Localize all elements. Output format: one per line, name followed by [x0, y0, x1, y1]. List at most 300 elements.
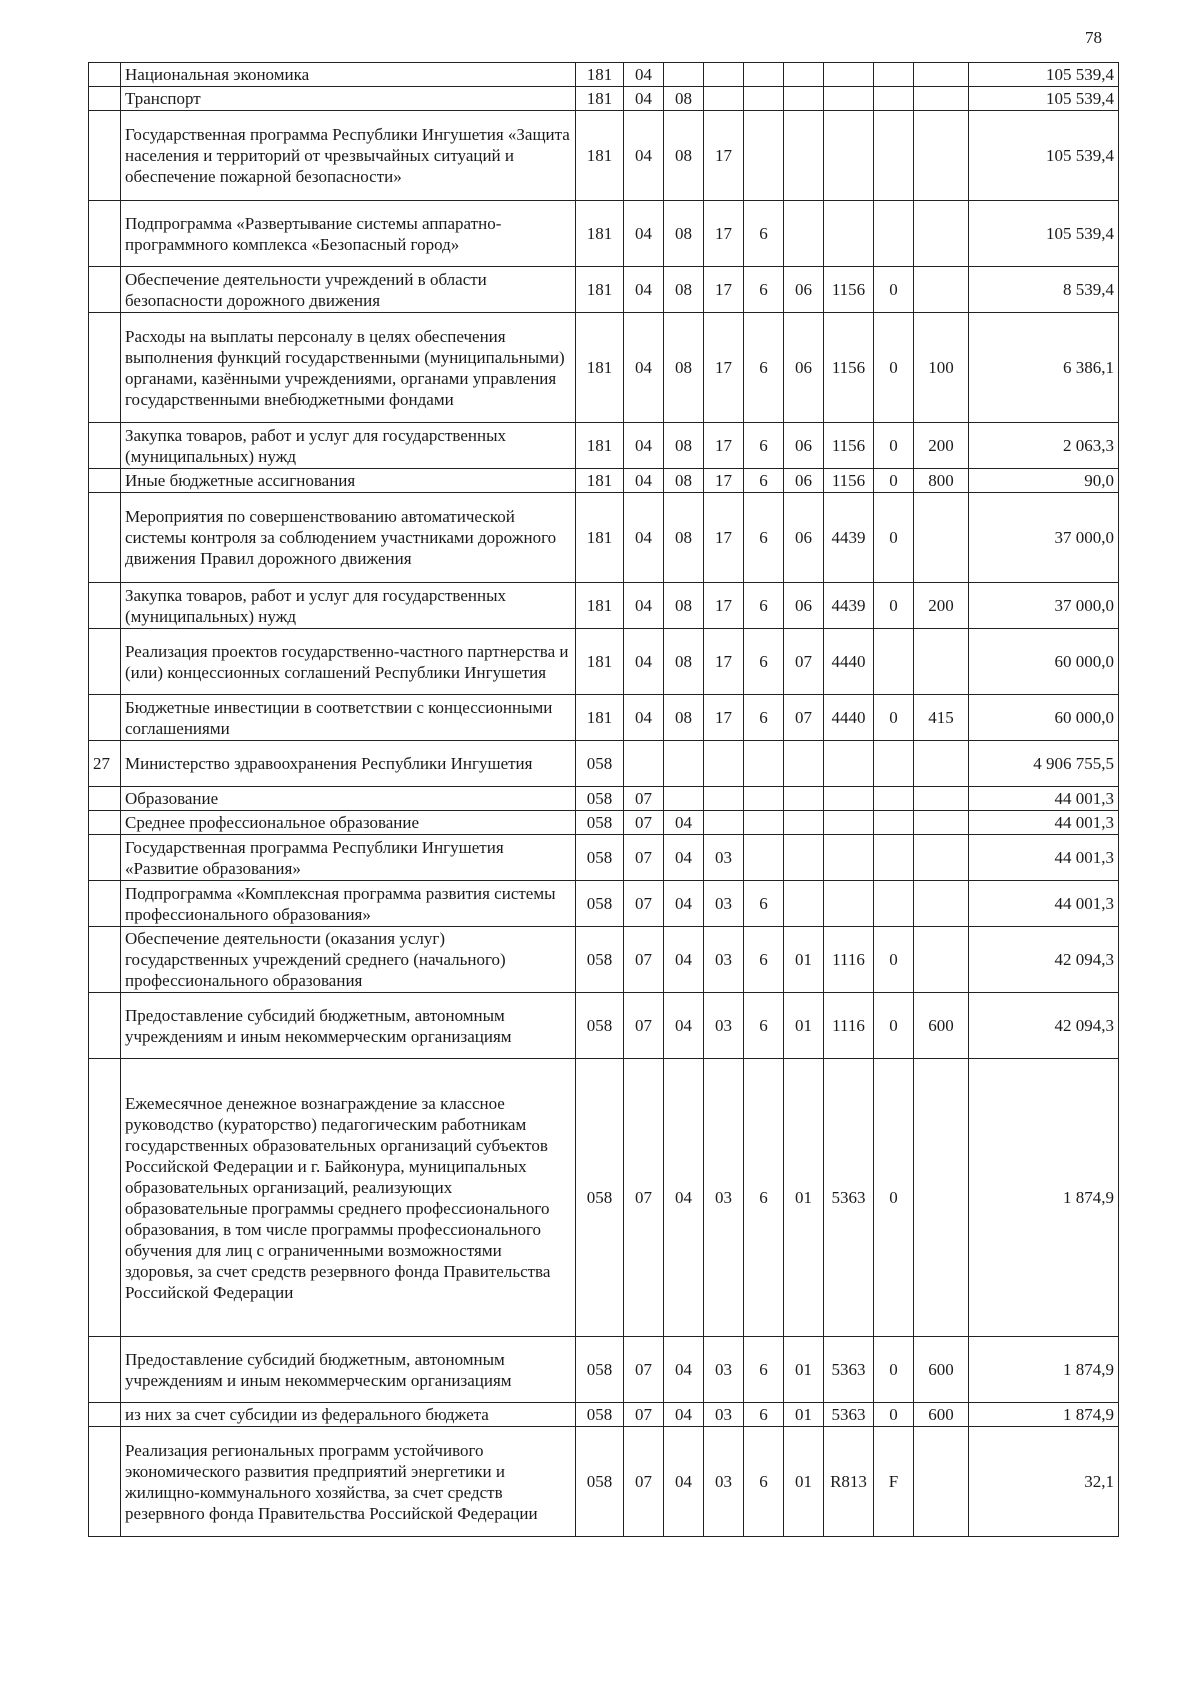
- code-subprogram-cell: 6: [744, 1337, 784, 1403]
- code-subprogram-cell: [744, 87, 784, 111]
- code-direction-cell: [824, 63, 874, 87]
- item-name-cell: Реализация региональных программ устойчивого экономического развития предприятий энергетики и жилищно-коммунального хозяйства, за счет средств резервного фонда Правительства Российской Федерации: [121, 1427, 576, 1537]
- code-section-cell: 07: [624, 835, 664, 881]
- table-row: [89, 927, 1119, 993]
- item-name-cell: Иные бюджетные ассигнования: [121, 469, 576, 493]
- amount-cell: 32,1: [969, 1427, 1119, 1537]
- code-ministry-cell: 058: [576, 1059, 624, 1337]
- code-suffix-cell: 0: [874, 1059, 914, 1337]
- code-subprogram-cell: [744, 741, 784, 787]
- code-subsection-cell: 08: [664, 111, 704, 201]
- code-event-cell: [784, 787, 824, 811]
- code-section-cell: 07: [624, 993, 664, 1059]
- table-row: [89, 493, 1119, 583]
- code-subprogram-cell: 6: [744, 629, 784, 695]
- item-name-cell: Обеспечение деятельности (оказания услуг) государственных учреждений среднего (начального) профессионального образования: [121, 927, 576, 993]
- code-subsection-cell: 04: [664, 927, 704, 993]
- row-number-cell: [89, 111, 121, 201]
- code-subprogram-cell: 6: [744, 313, 784, 423]
- code-expense-type-cell: 600: [914, 993, 969, 1059]
- code-ministry-cell: 181: [576, 629, 624, 695]
- row-number-cell: [89, 1337, 121, 1403]
- amount-cell: 37 000,0: [969, 493, 1119, 583]
- code-direction-cell: 1156: [824, 267, 874, 313]
- code-subsection-cell: 04: [664, 1427, 704, 1537]
- code-direction-cell: 4440: [824, 629, 874, 695]
- code-section-cell: 07: [624, 811, 664, 835]
- code-section-cell: 07: [624, 787, 664, 811]
- code-event-cell: [784, 201, 824, 267]
- code-program-cell: 17: [704, 111, 744, 201]
- code-section-cell: 04: [624, 201, 664, 267]
- code-program-cell: 17: [704, 201, 744, 267]
- code-direction-cell: 1116: [824, 993, 874, 1059]
- code-program-cell: [704, 811, 744, 835]
- code-suffix-cell: 0: [874, 313, 914, 423]
- row-number-cell: [89, 835, 121, 881]
- code-suffix-cell: 0: [874, 1337, 914, 1403]
- code-program-cell: 17: [704, 493, 744, 583]
- code-event-cell: 06: [784, 493, 824, 583]
- code-suffix-cell: 0: [874, 993, 914, 1059]
- table-row: [89, 469, 1119, 493]
- row-number-cell: [89, 493, 121, 583]
- code-subsection-cell: 04: [664, 881, 704, 927]
- table-row: [89, 63, 1119, 87]
- code-direction-cell: [824, 811, 874, 835]
- code-subsection-cell: 04: [664, 1337, 704, 1403]
- code-suffix-cell: [874, 63, 914, 87]
- code-program-cell: 17: [704, 469, 744, 493]
- code-subsection-cell: [664, 787, 704, 811]
- item-name-cell: Закупка товаров, работ и услуг для государственных (муниципальных) нужд: [121, 583, 576, 629]
- code-event-cell: [784, 835, 824, 881]
- item-name-cell: Реализация проектов государственно-частного партнерства и (или) концессионных соглашений Республики Ингушетия: [121, 629, 576, 695]
- code-subprogram-cell: 6: [744, 469, 784, 493]
- code-direction-cell: [824, 835, 874, 881]
- amount-cell: 44 001,3: [969, 811, 1119, 835]
- code-subprogram-cell: 6: [744, 1059, 784, 1337]
- code-subprogram-cell: 6: [744, 423, 784, 469]
- code-suffix-cell: 0: [874, 267, 914, 313]
- amount-cell: 2 063,3: [969, 423, 1119, 469]
- code-program-cell: 17: [704, 313, 744, 423]
- code-suffix-cell: 0: [874, 695, 914, 741]
- code-suffix-cell: [874, 201, 914, 267]
- row-number-cell: [89, 267, 121, 313]
- table-row: [89, 87, 1119, 111]
- code-subsection-cell: 04: [664, 835, 704, 881]
- code-direction-cell: 4439: [824, 583, 874, 629]
- amount-cell: 44 001,3: [969, 787, 1119, 811]
- item-name-cell: Государственная программа Республики Ингушетия «Защита населения и территорий от чрезвычайных ситуаций и обеспечение пожарной безопасности»: [121, 111, 576, 201]
- code-subsection-cell: 08: [664, 629, 704, 695]
- code-expense-type-cell: [914, 741, 969, 787]
- code-section-cell: 04: [624, 423, 664, 469]
- code-ministry-cell: 058: [576, 787, 624, 811]
- table-row: [89, 881, 1119, 927]
- code-program-cell: 03: [704, 835, 744, 881]
- code-section-cell: 07: [624, 927, 664, 993]
- code-suffix-cell: [874, 111, 914, 201]
- code-expense-type-cell: [914, 267, 969, 313]
- code-ministry-cell: 058: [576, 993, 624, 1059]
- code-direction-cell: [824, 111, 874, 201]
- table-row: [89, 1059, 1119, 1337]
- table-row: [89, 583, 1119, 629]
- table-row: [89, 423, 1119, 469]
- table-row: [89, 741, 1119, 787]
- code-ministry-cell: 181: [576, 201, 624, 267]
- code-ministry-cell: 181: [576, 313, 624, 423]
- code-section-cell: 07: [624, 1337, 664, 1403]
- table-row: [89, 267, 1119, 313]
- code-subprogram-cell: 6: [744, 583, 784, 629]
- table-row: [89, 1427, 1119, 1537]
- code-event-cell: 06: [784, 423, 824, 469]
- code-subsection-cell: [664, 63, 704, 87]
- code-ministry-cell: 058: [576, 927, 624, 993]
- code-suffix-cell: 0: [874, 927, 914, 993]
- code-expense-type-cell: [914, 1427, 969, 1537]
- code-section-cell: 04: [624, 629, 664, 695]
- code-ministry-cell: 181: [576, 111, 624, 201]
- code-section-cell: 07: [624, 881, 664, 927]
- code-event-cell: 06: [784, 583, 824, 629]
- item-name-cell: Подпрограмма «Комплексная программа развития системы профессионального образования»: [121, 881, 576, 927]
- code-subsection-cell: 08: [664, 201, 704, 267]
- page-number: 78: [1085, 28, 1102, 47]
- code-ministry-cell: 058: [576, 1403, 624, 1427]
- code-event-cell: 07: [784, 629, 824, 695]
- code-suffix-cell: 0: [874, 469, 914, 493]
- code-event-cell: 07: [784, 695, 824, 741]
- row-number-cell: [89, 881, 121, 927]
- code-subprogram-cell: 6: [744, 881, 784, 927]
- row-number-cell: 27: [89, 741, 121, 787]
- code-suffix-cell: [874, 811, 914, 835]
- code-section-cell: 04: [624, 493, 664, 583]
- code-subsection-cell: 04: [664, 1403, 704, 1427]
- row-number-cell: [89, 629, 121, 695]
- item-name-cell: Ежемесячное денежное вознаграждение за классное руководство (кураторство) педагогическим работникам государственных образовательных организаций субъектов Российской Федерации и г. Байконура, муниципальных образовательных организаций, реализующих образовательные программы среднего профессионального образования, в том числе программы профессионального обучения для лиц с ограниченными возможностями здоровья, за счет средств резервного фонда Правительства Российской Федерации: [121, 1059, 576, 1337]
- code-event-cell: 01: [784, 993, 824, 1059]
- item-name-cell: Подпрограмма «Развертывание системы аппаратно-программного комплекса «Безопасный город»: [121, 201, 576, 267]
- code-direction-cell: [824, 741, 874, 787]
- code-subsection-cell: 08: [664, 493, 704, 583]
- code-event-cell: 06: [784, 313, 824, 423]
- code-program-cell: [704, 87, 744, 111]
- code-ministry-cell: 181: [576, 87, 624, 111]
- amount-cell: 4 906 755,5: [969, 741, 1119, 787]
- code-subprogram-cell: 6: [744, 993, 784, 1059]
- amount-cell: 60 000,0: [969, 629, 1119, 695]
- amount-cell: 90,0: [969, 469, 1119, 493]
- table-row: [89, 811, 1119, 835]
- code-event-cell: [784, 111, 824, 201]
- row-number-cell: [89, 927, 121, 993]
- item-name-cell: Мероприятия по совершенствованию автоматической системы контроля за соблюдением участниками дорожного движения Правил дорожного движения: [121, 493, 576, 583]
- code-section-cell: 04: [624, 63, 664, 87]
- item-name-cell: Среднее профессиональное образование: [121, 811, 576, 835]
- code-program-cell: 03: [704, 1403, 744, 1427]
- amount-cell: 42 094,3: [969, 927, 1119, 993]
- code-subprogram-cell: 6: [744, 493, 784, 583]
- code-direction-cell: 4439: [824, 493, 874, 583]
- code-subprogram-cell: 6: [744, 201, 784, 267]
- code-ministry-cell: 181: [576, 695, 624, 741]
- code-section-cell: 04: [624, 583, 664, 629]
- code-subsection-cell: 08: [664, 87, 704, 111]
- row-number-cell: [89, 423, 121, 469]
- code-subprogram-cell: [744, 111, 784, 201]
- code-direction-cell: 1156: [824, 313, 874, 423]
- code-expense-type-cell: [914, 835, 969, 881]
- table-row: [89, 1403, 1119, 1427]
- code-ministry-cell: 181: [576, 267, 624, 313]
- code-direction-cell: 4440: [824, 695, 874, 741]
- code-event-cell: [784, 811, 824, 835]
- row-number-cell: [89, 87, 121, 111]
- code-program-cell: [704, 741, 744, 787]
- code-subsection-cell: 08: [664, 423, 704, 469]
- code-expense-type-cell: [914, 493, 969, 583]
- code-suffix-cell: [874, 787, 914, 811]
- code-expense-type-cell: [914, 629, 969, 695]
- table-row: [89, 993, 1119, 1059]
- code-program-cell: [704, 63, 744, 87]
- code-suffix-cell: [874, 835, 914, 881]
- amount-cell: 8 539,4: [969, 267, 1119, 313]
- code-expense-type-cell: 100: [914, 313, 969, 423]
- code-program-cell: 17: [704, 423, 744, 469]
- code-ministry-cell: 058: [576, 1427, 624, 1537]
- code-expense-type-cell: 600: [914, 1337, 969, 1403]
- code-subprogram-cell: [744, 787, 784, 811]
- table-row: [89, 201, 1119, 267]
- code-event-cell: [784, 63, 824, 87]
- item-name-cell: Образование: [121, 787, 576, 811]
- row-number-cell: [89, 1427, 121, 1537]
- code-subprogram-cell: 6: [744, 1427, 784, 1537]
- amount-cell: 42 094,3: [969, 993, 1119, 1059]
- row-number-cell: [89, 993, 121, 1059]
- code-event-cell: [784, 87, 824, 111]
- code-direction-cell: 1156: [824, 469, 874, 493]
- code-suffix-cell: [874, 629, 914, 695]
- code-expense-type-cell: [914, 63, 969, 87]
- code-expense-type-cell: [914, 787, 969, 811]
- row-number-cell: [89, 63, 121, 87]
- amount-cell: 6 386,1: [969, 313, 1119, 423]
- code-direction-cell: [824, 201, 874, 267]
- code-subprogram-cell: 6: [744, 267, 784, 313]
- code-event-cell: [784, 881, 824, 927]
- code-suffix-cell: F: [874, 1427, 914, 1537]
- code-ministry-cell: 058: [576, 835, 624, 881]
- item-name-cell: Министерство здравоохранения Республики Ингушетия: [121, 741, 576, 787]
- code-program-cell: 03: [704, 927, 744, 993]
- code-expense-type-cell: [914, 201, 969, 267]
- code-program-cell: 17: [704, 583, 744, 629]
- table-row: [89, 313, 1119, 423]
- code-program-cell: [704, 787, 744, 811]
- code-subsection-cell: [664, 741, 704, 787]
- row-number-cell: [89, 787, 121, 811]
- row-number-cell: [89, 469, 121, 493]
- code-event-cell: 01: [784, 927, 824, 993]
- amount-cell: 1 874,9: [969, 1337, 1119, 1403]
- budget-table: [88, 62, 1119, 1537]
- code-expense-type-cell: 800: [914, 469, 969, 493]
- row-number-cell: [89, 201, 121, 267]
- table-row: [89, 629, 1119, 695]
- row-number-cell: [89, 695, 121, 741]
- code-expense-type-cell: 600: [914, 1403, 969, 1427]
- code-suffix-cell: 0: [874, 493, 914, 583]
- code-suffix-cell: 0: [874, 423, 914, 469]
- item-name-cell: из них за счет субсидии из федерального бюджета: [121, 1403, 576, 1427]
- code-ministry-cell: 181: [576, 583, 624, 629]
- code-event-cell: 06: [784, 469, 824, 493]
- code-program-cell: 03: [704, 1337, 744, 1403]
- amount-cell: 44 001,3: [969, 881, 1119, 927]
- code-direction-cell: 5363: [824, 1059, 874, 1337]
- code-subsection-cell: 08: [664, 583, 704, 629]
- code-ministry-cell: 058: [576, 811, 624, 835]
- code-ministry-cell: 058: [576, 1337, 624, 1403]
- code-subprogram-cell: 6: [744, 695, 784, 741]
- table-row: [89, 835, 1119, 881]
- code-section-cell: 04: [624, 267, 664, 313]
- item-name-cell: Обеспечение деятельности учреждений в области безопасности дорожного движения: [121, 267, 576, 313]
- code-section-cell: 04: [624, 695, 664, 741]
- code-section-cell: 07: [624, 1403, 664, 1427]
- code-expense-type-cell: [914, 881, 969, 927]
- item-name-cell: Государственная программа Республики Ингушетия «Развитие образования»: [121, 835, 576, 881]
- item-name-cell: Национальная экономика: [121, 63, 576, 87]
- code-subprogram-cell: [744, 811, 784, 835]
- code-direction-cell: 1156: [824, 423, 874, 469]
- code-subsection-cell: 08: [664, 267, 704, 313]
- code-subsection-cell: 04: [664, 1059, 704, 1337]
- code-expense-type-cell: [914, 111, 969, 201]
- item-name-cell: Предоставление субсидий бюджетным, автономным учреждениям и иным некоммерческим организациям: [121, 993, 576, 1059]
- row-number-cell: [89, 1059, 121, 1337]
- table-body: [89, 63, 1119, 1537]
- code-expense-type-cell: 200: [914, 423, 969, 469]
- code-section-cell: [624, 741, 664, 787]
- code-expense-type-cell: [914, 87, 969, 111]
- code-suffix-cell: [874, 881, 914, 927]
- code-section-cell: 07: [624, 1427, 664, 1537]
- table-row: [89, 1337, 1119, 1403]
- code-event-cell: 01: [784, 1337, 824, 1403]
- item-name-cell: Расходы на выплаты персоналу в целях обеспечения выполнения функций государственными (муниципальными) органами, казёнными учреждениями, органами управления государственными внебюджетными фондами: [121, 313, 576, 423]
- amount-cell: 1 874,9: [969, 1059, 1119, 1337]
- code-ministry-cell: 058: [576, 881, 624, 927]
- code-expense-type-cell: 200: [914, 583, 969, 629]
- code-program-cell: 03: [704, 1427, 744, 1537]
- code-program-cell: 17: [704, 629, 744, 695]
- code-event-cell: 06: [784, 267, 824, 313]
- code-suffix-cell: [874, 87, 914, 111]
- row-number-cell: [89, 1403, 121, 1427]
- code-program-cell: 17: [704, 267, 744, 313]
- code-direction-cell: [824, 787, 874, 811]
- code-section-cell: 04: [624, 111, 664, 201]
- row-number-cell: [89, 313, 121, 423]
- code-program-cell: 17: [704, 695, 744, 741]
- amount-cell: 44 001,3: [969, 835, 1119, 881]
- code-subprogram-cell: [744, 835, 784, 881]
- code-event-cell: 01: [784, 1403, 824, 1427]
- code-subsection-cell: 04: [664, 811, 704, 835]
- code-expense-type-cell: [914, 1059, 969, 1337]
- table-row: [89, 111, 1119, 201]
- amount-cell: 37 000,0: [969, 583, 1119, 629]
- item-name-cell: Закупка товаров, работ и услуг для государственных (муниципальных) нужд: [121, 423, 576, 469]
- code-ministry-cell: 181: [576, 493, 624, 583]
- row-number-cell: [89, 811, 121, 835]
- code-suffix-cell: 0: [874, 583, 914, 629]
- code-expense-type-cell: 415: [914, 695, 969, 741]
- table-row: [89, 787, 1119, 811]
- code-section-cell: 04: [624, 87, 664, 111]
- code-direction-cell: [824, 87, 874, 111]
- amount-cell: 105 539,4: [969, 111, 1119, 201]
- code-subsection-cell: 08: [664, 469, 704, 493]
- row-number-cell: [89, 583, 121, 629]
- code-suffix-cell: 0: [874, 1403, 914, 1427]
- code-section-cell: 04: [624, 469, 664, 493]
- code-program-cell: 03: [704, 881, 744, 927]
- code-program-cell: 03: [704, 1059, 744, 1337]
- code-event-cell: 01: [784, 1427, 824, 1537]
- code-suffix-cell: [874, 741, 914, 787]
- code-subprogram-cell: 6: [744, 927, 784, 993]
- code-direction-cell: [824, 881, 874, 927]
- code-direction-cell: R813: [824, 1427, 874, 1537]
- code-subsection-cell: 08: [664, 313, 704, 423]
- table-row: [89, 695, 1119, 741]
- amount-cell: 105 539,4: [969, 201, 1119, 267]
- code-ministry-cell: 181: [576, 469, 624, 493]
- item-name-cell: Предоставление субсидий бюджетным, автономным учреждениям и иным некоммерческим организациям: [121, 1337, 576, 1403]
- code-subprogram-cell: [744, 63, 784, 87]
- code-subprogram-cell: 6: [744, 1403, 784, 1427]
- item-name-cell: Транспорт: [121, 87, 576, 111]
- code-event-cell: 01: [784, 1059, 824, 1337]
- amount-cell: 1 874,9: [969, 1403, 1119, 1427]
- code-subsection-cell: 04: [664, 993, 704, 1059]
- code-ministry-cell: 058: [576, 741, 624, 787]
- code-expense-type-cell: [914, 811, 969, 835]
- code-event-cell: [784, 741, 824, 787]
- code-direction-cell: 5363: [824, 1403, 874, 1427]
- item-name-cell: Бюджетные инвестиции в соответствии с концессионными соглашениями: [121, 695, 576, 741]
- code-expense-type-cell: [914, 927, 969, 993]
- code-direction-cell: 5363: [824, 1337, 874, 1403]
- amount-cell: 105 539,4: [969, 63, 1119, 87]
- code-section-cell: 04: [624, 313, 664, 423]
- code-ministry-cell: 181: [576, 423, 624, 469]
- code-program-cell: 03: [704, 993, 744, 1059]
- code-ministry-cell: 181: [576, 63, 624, 87]
- amount-cell: 60 000,0: [969, 695, 1119, 741]
- amount-cell: 105 539,4: [969, 87, 1119, 111]
- code-section-cell: 07: [624, 1059, 664, 1337]
